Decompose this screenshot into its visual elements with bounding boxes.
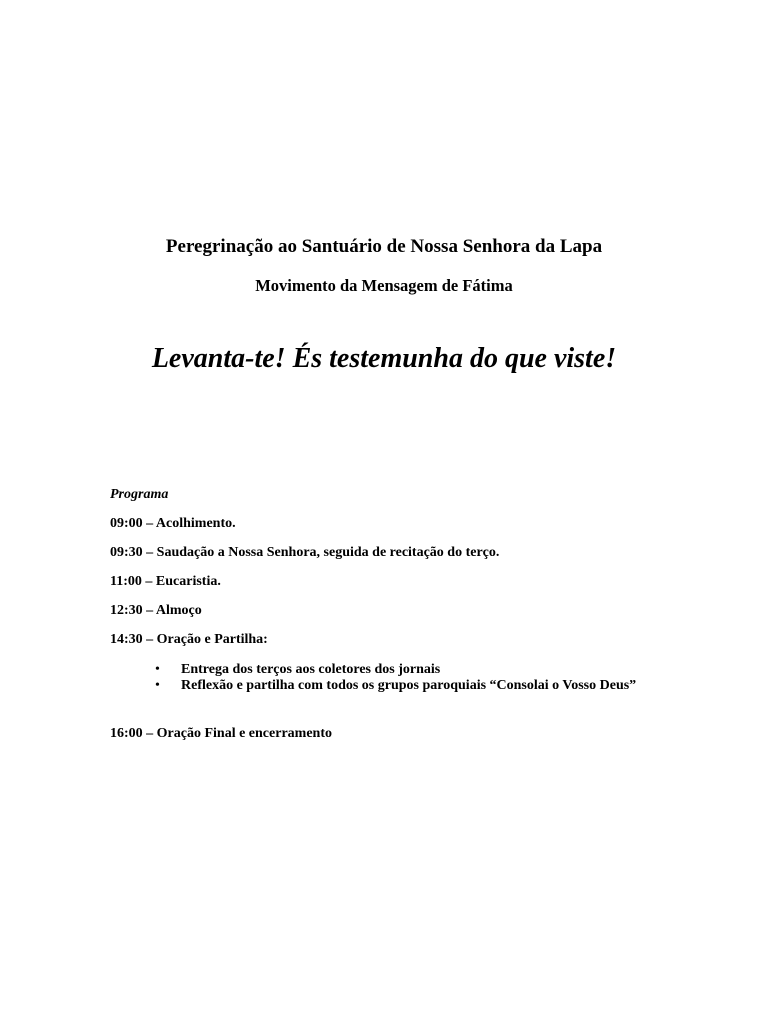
program-item: 09:30 – Saudação a Nossa Senhora, seguida de recitação do terço. [110,545,500,560]
bullet-list [155,662,675,694]
program-item: 14:30 – Oração e Partilha: [110,632,268,647]
program-item: 11:00 – Eucaristia. [110,574,221,589]
program-closing: 16:00 – Oração Final e encerramento [110,726,332,741]
motto-heading: Levanta-te! És testemunha do que viste! [151,343,617,374]
bullet-text: Entrega dos terços aos coletores dos jornais [181,662,441,677]
bullet-item [155,678,671,694]
program-item: 09:00 – Acolhimento. [110,516,236,531]
bullet-icon: • [155,662,160,677]
document-subtitle: Movimento da Mensagem de Fátima [255,276,513,295]
bullet-item [155,662,675,678]
program-label: Programa [110,487,169,502]
program-item: 12:30 – Almoço [110,603,202,618]
bullet-icon: • [155,678,160,693]
document-title: Peregrinação ao Santuário de Nossa Senhora da Lapa [165,236,603,257]
bullet-text: Reflexão e partilha com todos os grupos paroquiais “Consolai o Vosso Deus” [181,678,637,693]
